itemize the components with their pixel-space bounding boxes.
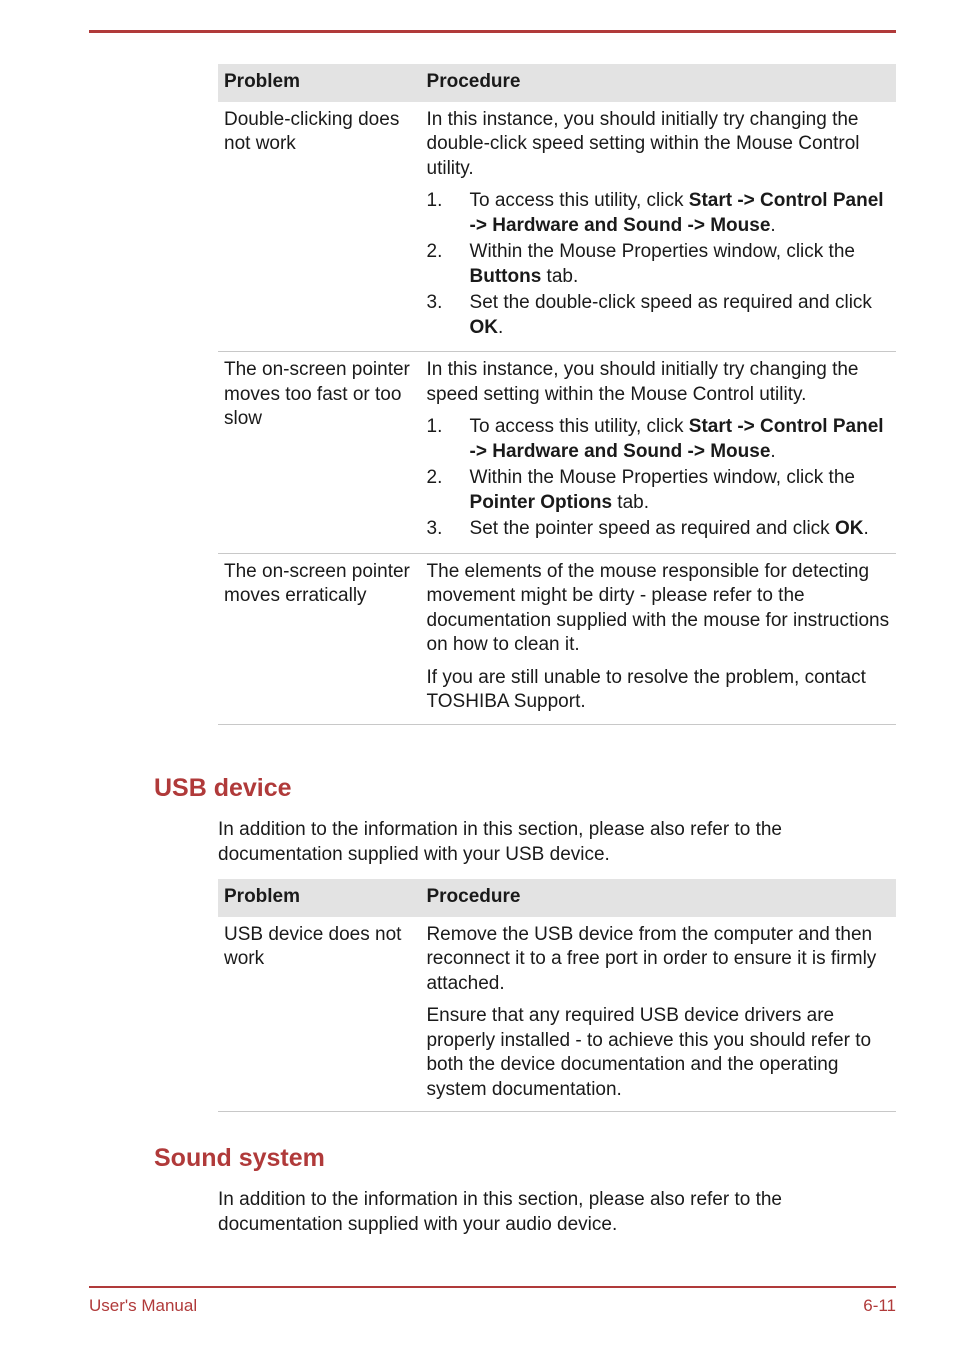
footer-manual-title: User's Manual xyxy=(89,1296,198,1315)
table-row xyxy=(218,352,896,554)
step-text: tab. xyxy=(612,491,649,513)
usb-device-heading: USB device xyxy=(154,774,292,802)
bottom-rule xyxy=(89,1286,896,1288)
procedure-intro: Remove the USB device from the computer and then reconnect it to a free port in order to ensure it is firmly attached. xyxy=(426,923,877,994)
step-text: Set the double-click speed as required and click xyxy=(469,292,872,313)
header-problem: Problem xyxy=(218,64,421,102)
problem-cell: Double-clicking does not work xyxy=(218,102,421,352)
step-text: . xyxy=(863,518,869,539)
step-number: 1. xyxy=(426,416,443,437)
usb-intro-text: In addition to the information in this section, please also refer to the documentation supplied with your USB device. xyxy=(218,819,782,865)
procedure-note: Ensure that any required USB device drivers are properly installed - to achieve this you should refer to both the device documentation and the operating system documentation. xyxy=(426,1005,872,1100)
step-number: 2. xyxy=(426,241,443,262)
sound-intro-text: In addition to the information in this section, please also refer to the documentation supplied with your audio device. xyxy=(218,1189,782,1235)
step-text: . xyxy=(770,214,776,236)
step-text: tab. xyxy=(541,265,579,287)
sound-system-heading: Sound system xyxy=(154,1144,325,1172)
procedure-intro: In this instance, you should initially try changing the speed setting within the Mouse Control utility. xyxy=(426,359,859,405)
problem-cell: USB device does not work xyxy=(218,917,420,1112)
table-header-row xyxy=(218,64,896,102)
table-row xyxy=(218,102,896,352)
usb-troubleshooting-table xyxy=(218,879,896,1112)
list-item xyxy=(427,291,890,340)
step-text: . xyxy=(770,440,776,462)
problem-cell: The on-screen pointer moves erratically xyxy=(218,553,421,724)
step-number: 3. xyxy=(426,518,443,539)
problem-cell: The on-screen pointer moves too fast or too slow xyxy=(218,352,421,554)
procedure-cell xyxy=(421,553,896,724)
table-header-row xyxy=(218,879,896,917)
step-emphasis: OK xyxy=(834,518,864,539)
procedure-cell xyxy=(421,102,896,352)
procedure-note: If you are still unable to resolve the problem, contact TOSHIBA Support. xyxy=(426,666,866,712)
step-number: 2. xyxy=(426,467,443,488)
list-item xyxy=(427,240,890,289)
header-procedure: Procedure xyxy=(420,879,896,917)
procedure-intro: The elements of the mouse responsible for detecting movement might be dirty - please refer to the documentation supplied with the mouse for instructions on how to clean it. xyxy=(426,560,890,655)
top-rule xyxy=(89,30,896,33)
step-text: To access this utility, click xyxy=(469,190,689,211)
procedure-steps xyxy=(427,415,890,542)
step-number: 1. xyxy=(426,190,443,211)
step-emphasis: Start -> Control Panel -> Hardware and Sound -> Mouse xyxy=(469,416,884,462)
header-procedure: Procedure xyxy=(421,64,896,102)
step-emphasis: Start -> Control Panel -> Hardware and Sound -> Mouse xyxy=(469,190,884,236)
step-text: To access this utility, click xyxy=(469,416,689,437)
step-emphasis: Buttons xyxy=(469,265,542,287)
procedure-cell xyxy=(420,917,896,1112)
step-text: Within the Mouse Properties window, click the xyxy=(469,241,855,262)
procedure-steps xyxy=(427,189,890,340)
footer-page-number: 6-11 xyxy=(863,1296,896,1315)
header-problem: Problem xyxy=(218,879,420,917)
step-number: 3. xyxy=(426,292,443,313)
mouse-troubleshooting-table xyxy=(218,64,896,725)
table-row xyxy=(218,553,896,724)
procedure-intro: In this instance, you should initially try changing the double-click speed setting within the Mouse Control utility. xyxy=(426,108,860,179)
list-item xyxy=(427,517,890,542)
table-row xyxy=(218,917,896,1112)
list-item xyxy=(427,189,890,238)
procedure-cell xyxy=(421,352,896,554)
list-item xyxy=(427,466,890,515)
step-emphasis: OK xyxy=(469,316,499,338)
step-text: Set the pointer speed as required and click xyxy=(469,518,835,539)
list-item xyxy=(427,415,890,464)
step-text: Within the Mouse Properties window, click the xyxy=(469,467,855,488)
step-text: . xyxy=(498,316,504,338)
step-emphasis: Pointer Options xyxy=(469,491,613,513)
